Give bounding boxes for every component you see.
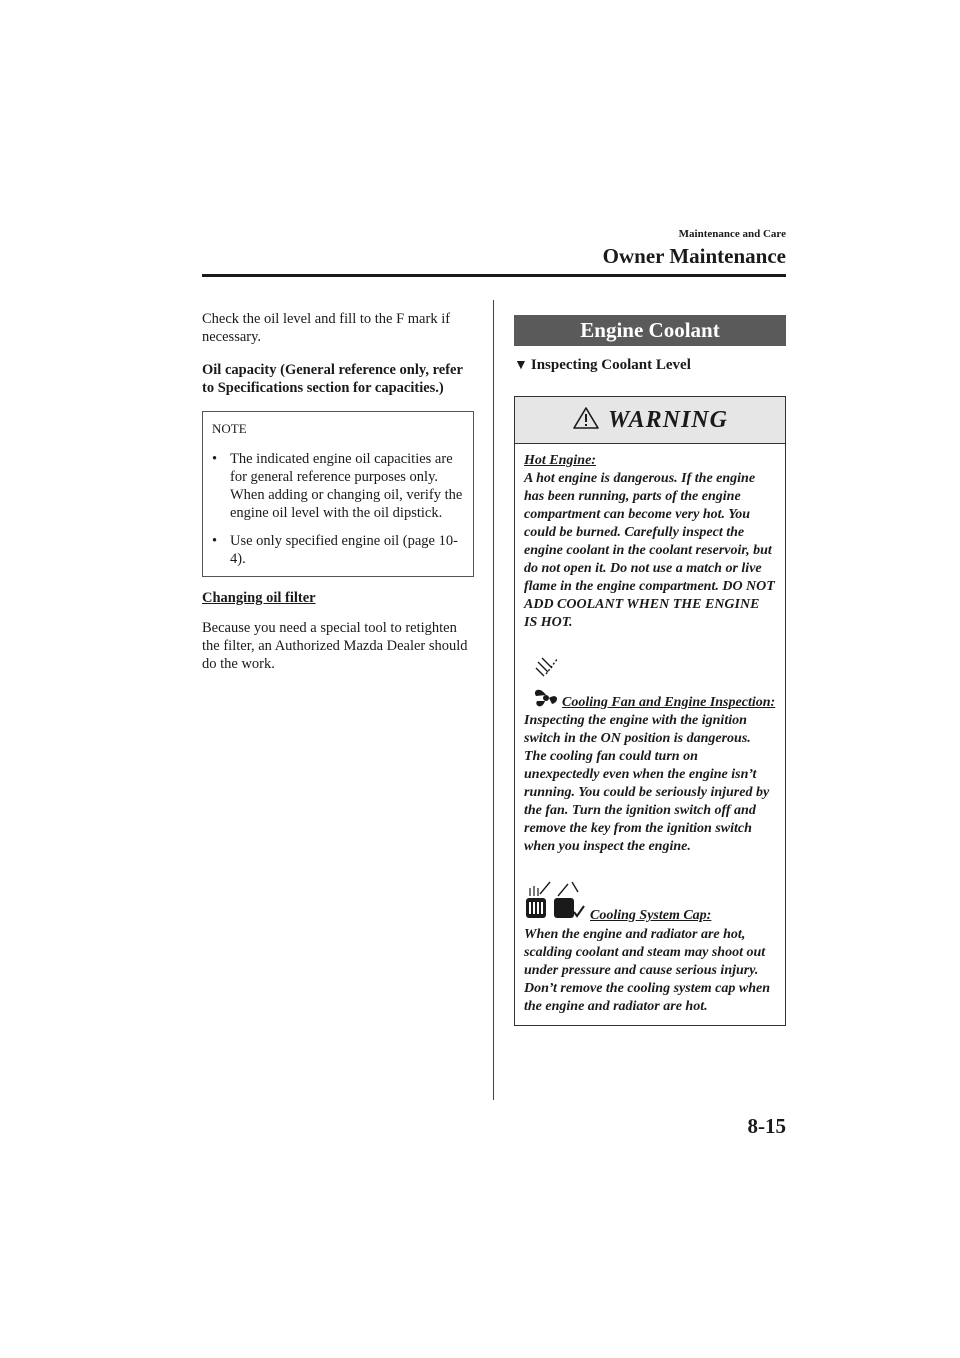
header-rule — [202, 274, 786, 277]
warning-triangle-icon — [572, 406, 600, 435]
note-title: NOTE — [212, 421, 247, 436]
warning-body — [515, 444, 785, 1025]
cooling-fan-block — [524, 654, 776, 856]
note-item-text: Use only specified engine oil (page 10-4). — [230, 533, 458, 567]
changing-oil-filter-heading: Changing oil filter — [202, 590, 316, 606]
cooling-cap-text: When the engine and radiator are hot, scalding coolant and steam may shoot out under pressure and cause serious injury. Don’t remove the cooling system cap when the engine and radiator are hot. — [524, 927, 771, 1014]
warning-box — [514, 396, 786, 1026]
oil-capacity-heading: Oil capacity (General reference only, refer to Specifications section for capacities.) — [202, 362, 463, 396]
hot-engine-block — [524, 452, 776, 632]
header-section-label: Maintenance and Care — [678, 228, 786, 240]
cooling-cap-title: Cooling System Cap: — [590, 908, 712, 923]
cap-icon-row — [524, 878, 776, 926]
intro-paragraph: Check the oil level and fill to the F mark if necessary. — [202, 311, 451, 345]
bullet-icon: • — [212, 533, 218, 549]
cooling-fan-title: Cooling Fan and Engine Inspection: — [562, 695, 776, 710]
warning-header — [515, 397, 785, 444]
page-number: 8-15 — [747, 1114, 786, 1138]
note-item — [212, 532, 463, 568]
hot-engine-title: Hot Engine: — [524, 453, 596, 468]
page-title: Owner Maintenance — [602, 244, 786, 268]
hot-engine-text: A hot engine is dangerous. If the engine has been running, parts of the engine compartment can become very hot. You could be burned. Carefully inspect the engine coolant in the coolant reservoir, but do not open it. Do not use a match or live flame in the engine compartment. DO NOT ADD COOLANT WHEN THE ENGINE IS HOT. — [524, 471, 775, 630]
bullet-icon: • — [212, 451, 218, 467]
right-column — [514, 315, 786, 1026]
note-box — [202, 411, 474, 577]
triangle-down-icon: ▼ — [514, 357, 528, 373]
cooling-fan-text: Inspecting the engine with the ignition switch in the ON position is dangerous. The cooling fan could turn on unexpectedly even when the engine isn’t running. You could be seriously injured by the fan. Turn the ignition switch off and remove the key from the ignition switch when you inspect the engine. — [524, 713, 770, 854]
left-column — [202, 310, 474, 673]
column-divider — [493, 300, 494, 1100]
note-item-text: The indicated engine oil capacities are for general reference purposes only. When adding or changing oil, verify the engine oil level with the oil dipstick. — [230, 451, 463, 521]
warning-label: WARNING — [608, 406, 728, 433]
note-item — [212, 450, 463, 522]
cooling-cap-block — [524, 878, 776, 1016]
subsection-title: Inspecting Coolant Level — [530, 357, 691, 373]
subsection-heading — [514, 357, 786, 374]
oil-filter-paragraph: Because you need a special tool to retighten the filter, an Authorized Mazda Dealer should do the work. — [202, 620, 468, 672]
radiator-cap-icon — [524, 878, 586, 926]
section-banner: Engine Coolant — [514, 315, 786, 346]
